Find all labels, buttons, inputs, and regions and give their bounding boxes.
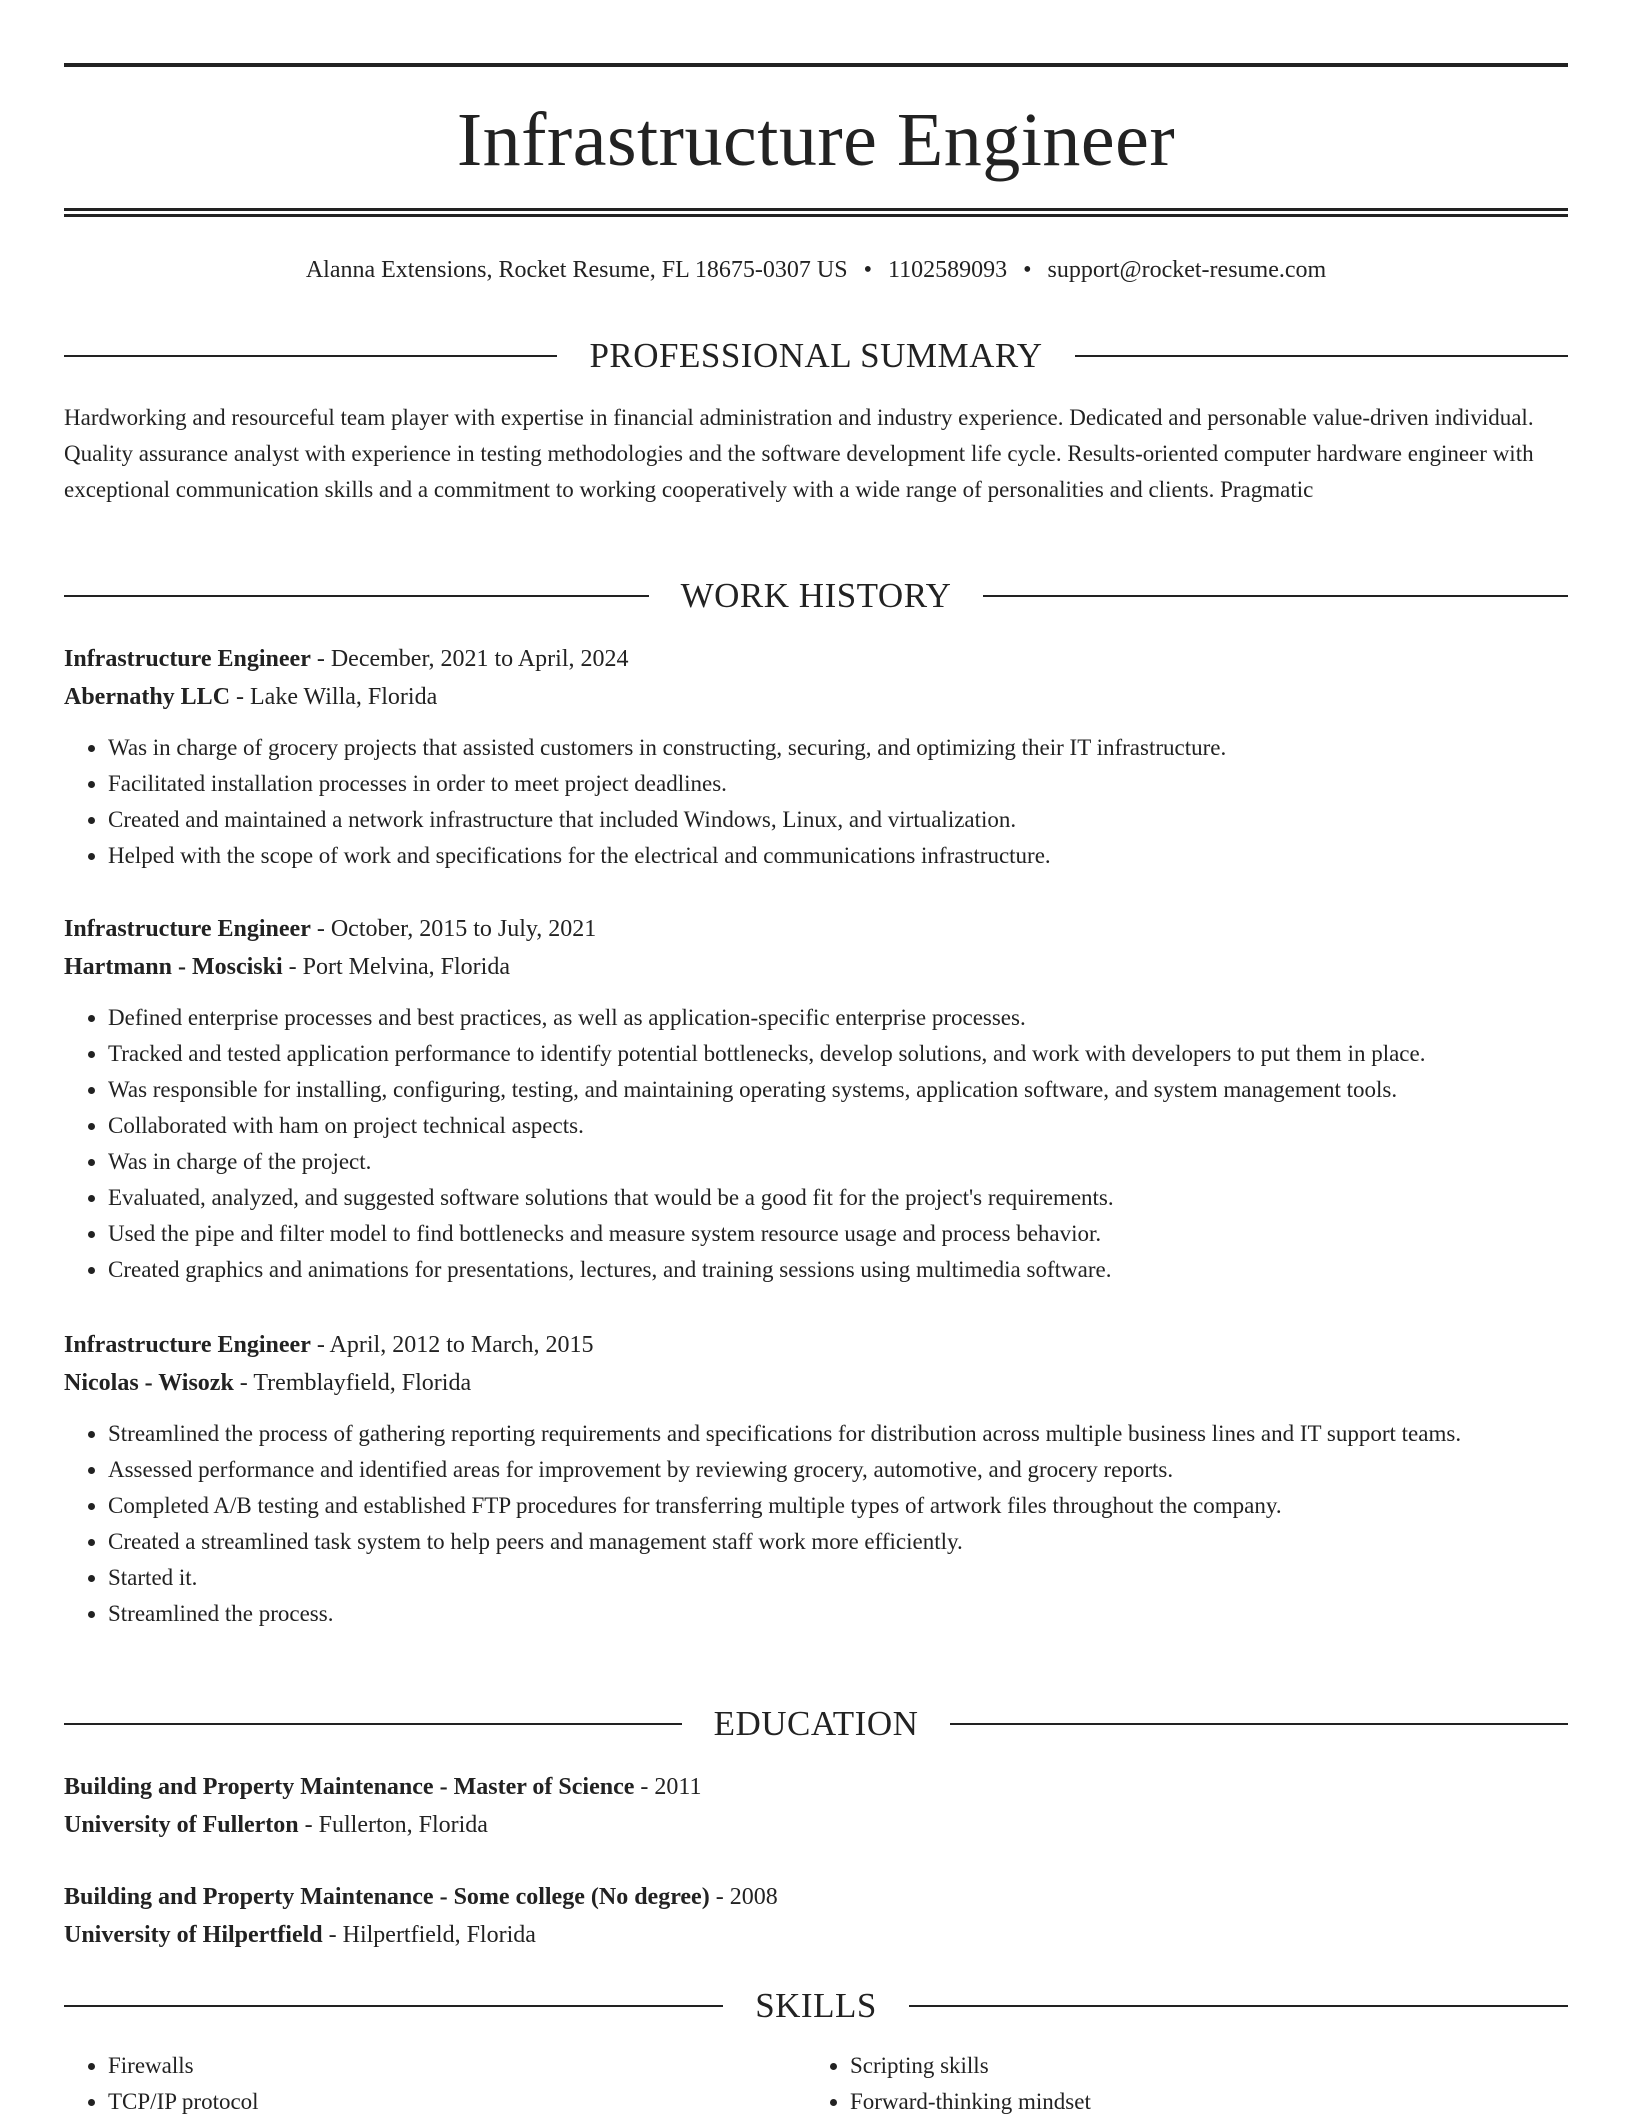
education-school-line — [64, 1916, 1568, 1954]
education-entry — [64, 1878, 1568, 1954]
job-title-line — [64, 640, 1568, 678]
heading-rule-left — [64, 2005, 723, 2007]
education-degree-line — [64, 1768, 1568, 1806]
job-bullet: • Used the pipe and filter model to find bottlenecks and measure system resource usage and process behavior. — [108, 1216, 1568, 1252]
education-year: - 2011 — [634, 1774, 702, 1800]
job-bullet: • Tracked and tested application performance to identify potential bottlenecks, develop solutions, and work with developers to put them in place. — [108, 1036, 1568, 1072]
job-dates: - December, 2021 to April, 2024 — [310, 646, 629, 672]
job-entry — [64, 910, 1568, 1288]
heading-rule-left — [64, 355, 557, 357]
education-location: - Hilpertfield, Florida — [322, 1922, 536, 1948]
job-location: - Lake Willa, Florida — [230, 684, 438, 710]
job-company: Nicolas - Wisozk — [64, 1370, 234, 1396]
skills-column-right — [806, 2048, 1548, 2120]
job-bullet: • Was in charge of grocery projects that assisted customers in constructing, securing, and optimizing their IT infrastructure. — [108, 730, 1568, 766]
section-heading-summary — [64, 334, 1568, 378]
job-company: Abernathy LLC — [64, 684, 231, 710]
job-bullet: • Streamlined the process of gathering reporting requirements and specifications for distribution across multiple business lines and IT support teams. — [108, 1416, 1568, 1452]
heading-rule-left — [64, 1723, 682, 1725]
skill-item: • Firewalls — [108, 2048, 806, 2084]
skill-item: • Scripting skills — [850, 2048, 1548, 2084]
heading-rule-right — [909, 2005, 1568, 2007]
contact-separator: • — [863, 257, 872, 283]
job-company-line — [64, 948, 1568, 986]
job-dates: - April, 2012 to March, 2015 — [310, 1332, 594, 1358]
education-degree: Building and Property Maintenance - Some college (No degree) — [64, 1884, 710, 1910]
job-title: Infrastructure Engineer — [64, 1332, 311, 1358]
education-year: - 2008 — [709, 1884, 778, 1910]
contact-phone: 1102589093 — [887, 257, 1008, 283]
education-entry — [64, 1768, 1568, 1844]
job-bullet: • Completed A/B testing and established FTP procedures for transferring multiple types of artwork files throughout the company. — [108, 1488, 1568, 1524]
job-bullet: • Helped with the scope of work and specifications for the electrical and communications infrastructure. — [108, 838, 1568, 874]
heading-rule-left — [64, 595, 649, 597]
job-company-line — [64, 678, 1568, 716]
job-title: Infrastructure Engineer — [64, 916, 311, 942]
job-location: - Tremblayfield, Florida — [233, 1370, 472, 1396]
education-location: - Fullerton, Florida — [298, 1812, 488, 1838]
section-heading-education — [64, 1702, 1568, 1746]
section-heading-skills — [64, 1984, 1568, 2028]
job-dates: - October, 2015 to July, 2021 — [310, 916, 597, 942]
education-school: University of Fullerton — [64, 1812, 299, 1838]
section-title: SKILLS — [755, 1986, 877, 2025]
job-bullet: • Defined enterprise processes and best practices, as well as application-specific enterprise processes. — [108, 1000, 1568, 1036]
header-top-rule — [64, 63, 1568, 67]
job-bullets — [64, 1000, 1568, 1288]
job-entry — [64, 1326, 1568, 1632]
skills-list — [64, 2048, 1568, 2120]
heading-rule-right — [983, 595, 1568, 597]
job-company-line — [64, 1364, 1568, 1402]
job-bullet: • Started it. — [108, 1560, 1568, 1596]
job-bullet: • Streamlined the process. — [108, 1596, 1568, 1632]
job-location: - Port Melvina, Florida — [282, 954, 510, 980]
resume-name: Infrastructure Engineer — [456, 98, 1176, 182]
job-bullets — [64, 730, 1568, 874]
contact-separator: • — [1023, 257, 1032, 283]
job-bullet: • Was in charge of the project. — [108, 1144, 1568, 1180]
header-double-rule — [64, 208, 1568, 217]
job-company: Hartmann - Mosciski — [64, 954, 283, 980]
job-title-line — [64, 910, 1568, 948]
skill-item: • Forward-thinking mindset — [850, 2084, 1548, 2120]
skills-column-left — [64, 2048, 806, 2120]
job-bullet: • Was responsible for installing, configuring, testing, and maintaining operating systems, application software, and system management tools. — [108, 1072, 1568, 1108]
heading-rule-right — [1075, 355, 1568, 357]
education-degree-line — [64, 1878, 1568, 1916]
heading-rule-right — [950, 1723, 1568, 1725]
job-bullet: • Evaluated, analyzed, and suggested software solutions that would be a good fit for the project's requirements. — [108, 1180, 1568, 1216]
job-bullet: • Collaborated with ham on project technical aspects. — [108, 1108, 1568, 1144]
section-heading-work-history — [64, 574, 1568, 618]
job-entry — [64, 640, 1568, 874]
contact-email[interactable]: support@rocket-resume.com — [1047, 257, 1327, 283]
section-title: PROFESSIONAL SUMMARY — [589, 336, 1043, 375]
education-school: University of Hilpertfield — [64, 1922, 323, 1948]
contact-line — [64, 254, 1568, 286]
job-bullet: • Created graphics and animations for presentations, lectures, and training sessions using multimedia software. — [108, 1252, 1568, 1288]
education-degree: Building and Property Maintenance - Master of Science — [64, 1774, 635, 1800]
job-title-line — [64, 1326, 1568, 1364]
section-title: WORK HISTORY — [680, 576, 952, 615]
contact-address: Alanna Extensions, Rocket Resume, FL 18675-0307 US — [305, 257, 848, 283]
skill-item: • TCP/IP protocol — [108, 2084, 806, 2120]
education-school-line — [64, 1806, 1568, 1844]
job-bullets — [64, 1416, 1568, 1632]
job-bullet: • Created and maintained a network infrastructure that included Windows, Linux, and virtualization. — [108, 802, 1568, 838]
job-bullet: • Facilitated installation processes in order to meet project deadlines. — [108, 766, 1568, 802]
job-bullet: • Created a streamlined task system to help peers and management staff work more efficiently. — [108, 1524, 1568, 1560]
job-title: Infrastructure Engineer — [64, 646, 311, 672]
job-bullet: • Assessed performance and identified areas for improvement by reviewing grocery, automotive, and grocery reports. — [108, 1452, 1568, 1488]
summary-text: Hardworking and resourceful team player with expertise in financial administration and industry experience. Dedicated and personable value-driven individual. Quality assurance analyst with experience in testing methodologies and the software development life cycle. Results-oriented computer hardware engineer with exceptional communication skills and a commitment to working cooperatively with a wide range of personalities and clients. Pragmatic — [64, 405, 1534, 502]
section-title: EDUCATION — [713, 1704, 919, 1743]
